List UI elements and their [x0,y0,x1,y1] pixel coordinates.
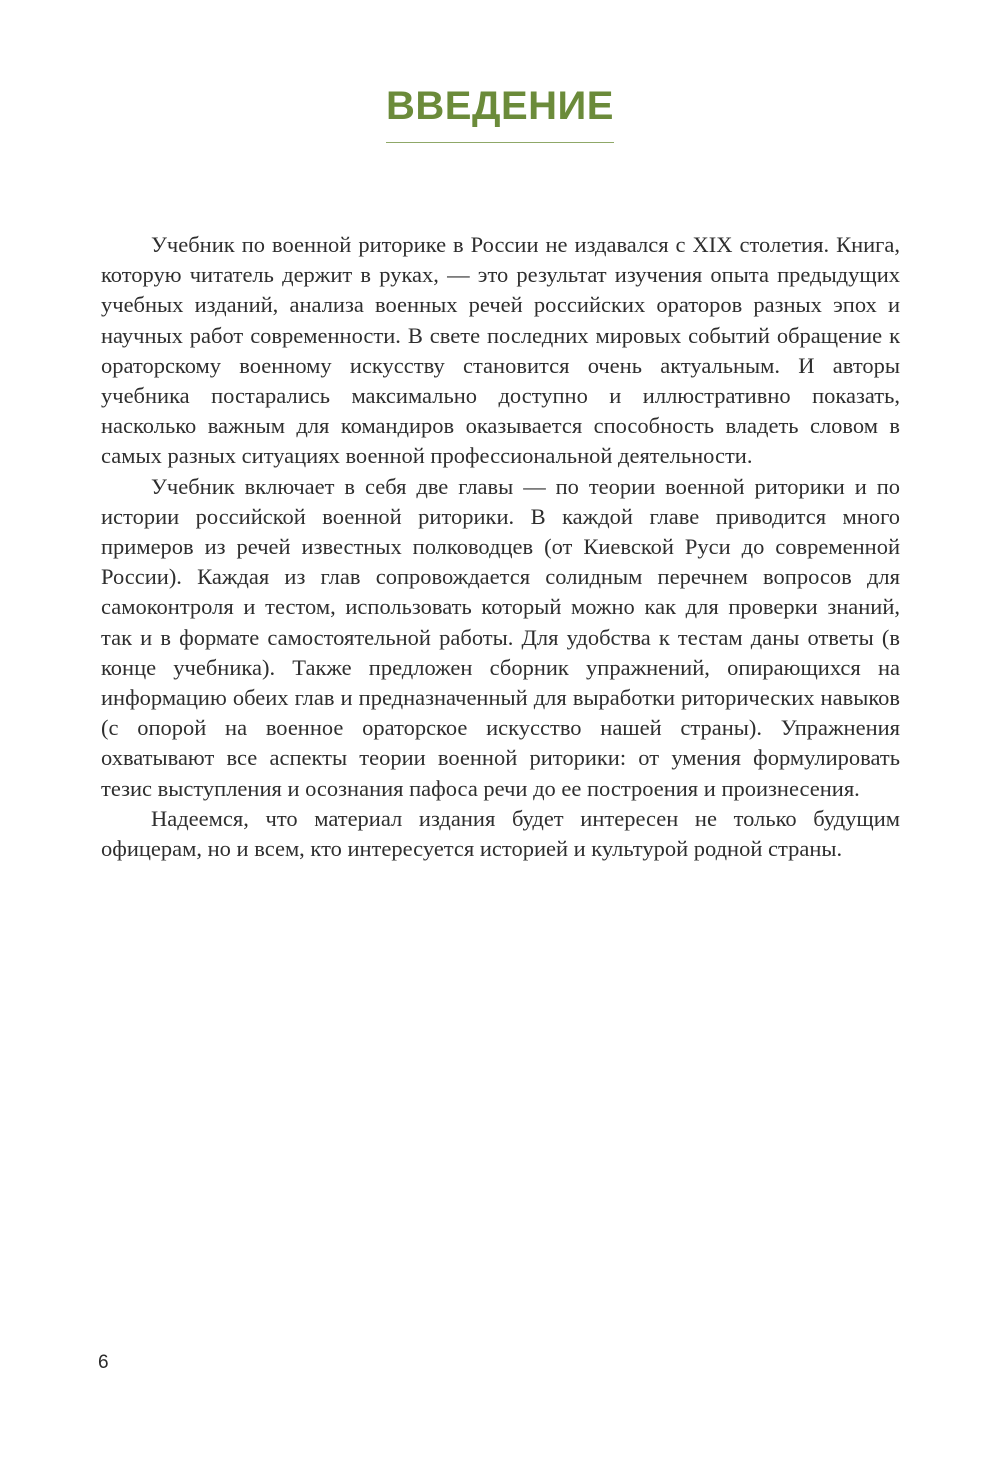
chapter-heading-block [0,82,1000,143]
paragraph-3: Надеемся, что материал издания будет интересен не только будущим офицерам, но и всем, кто интересуется историей и культурой родной страны. [101,805,900,862]
paragraph-2: Учебник включает в себя две главы — по теории военной риторики и по истории российской военной риторики. В каждой главе приводится много примеров из речей известных полководцев (от Киевской Руси до современной России). Каждая из глав сопровождается солидным перечнем вопросов для самоконтроля и тестом, использовать который можно как для проверки знаний, так и в формате самостоятельной работы. Для удобства к тестам даны ответы (в конце учебника). Также предложен сборник упражнений, опирающихся на информацию обеих глав и предназначенный для выработки риторических навыков (с опорой на военное ораторское искусство нашей страны). Упражнения охватывают все аспекты теории военной риторики: от умения формулировать тезис выступления и осознания пафоса речи до ее построения и произнесения. [101,473,900,801]
chapter-title: ВВЕДЕНИЕ [386,84,614,128]
body-text [101,230,900,864]
paragraph-1: Учебник по военной риторике в России не издавался с XIX столетия. Книга, которую читатель держит в руках, — это результат изучения опыта предыдущих учебных изданий, анализа военных речей российских ораторов разных эпох и научных работ современности. В свете последних мировых событий обращение к ораторскому военному искусству становится очень актуальным. И авторы учебника постарались максимально доступно и иллюстративно показать, насколько важным для командиров оказывается способность владеть словом в самых разных ситуациях военной профессиональной деятельности. [101,232,900,469]
page-number: 6 [98,1352,109,1373]
title-underline-divider [386,142,614,143]
